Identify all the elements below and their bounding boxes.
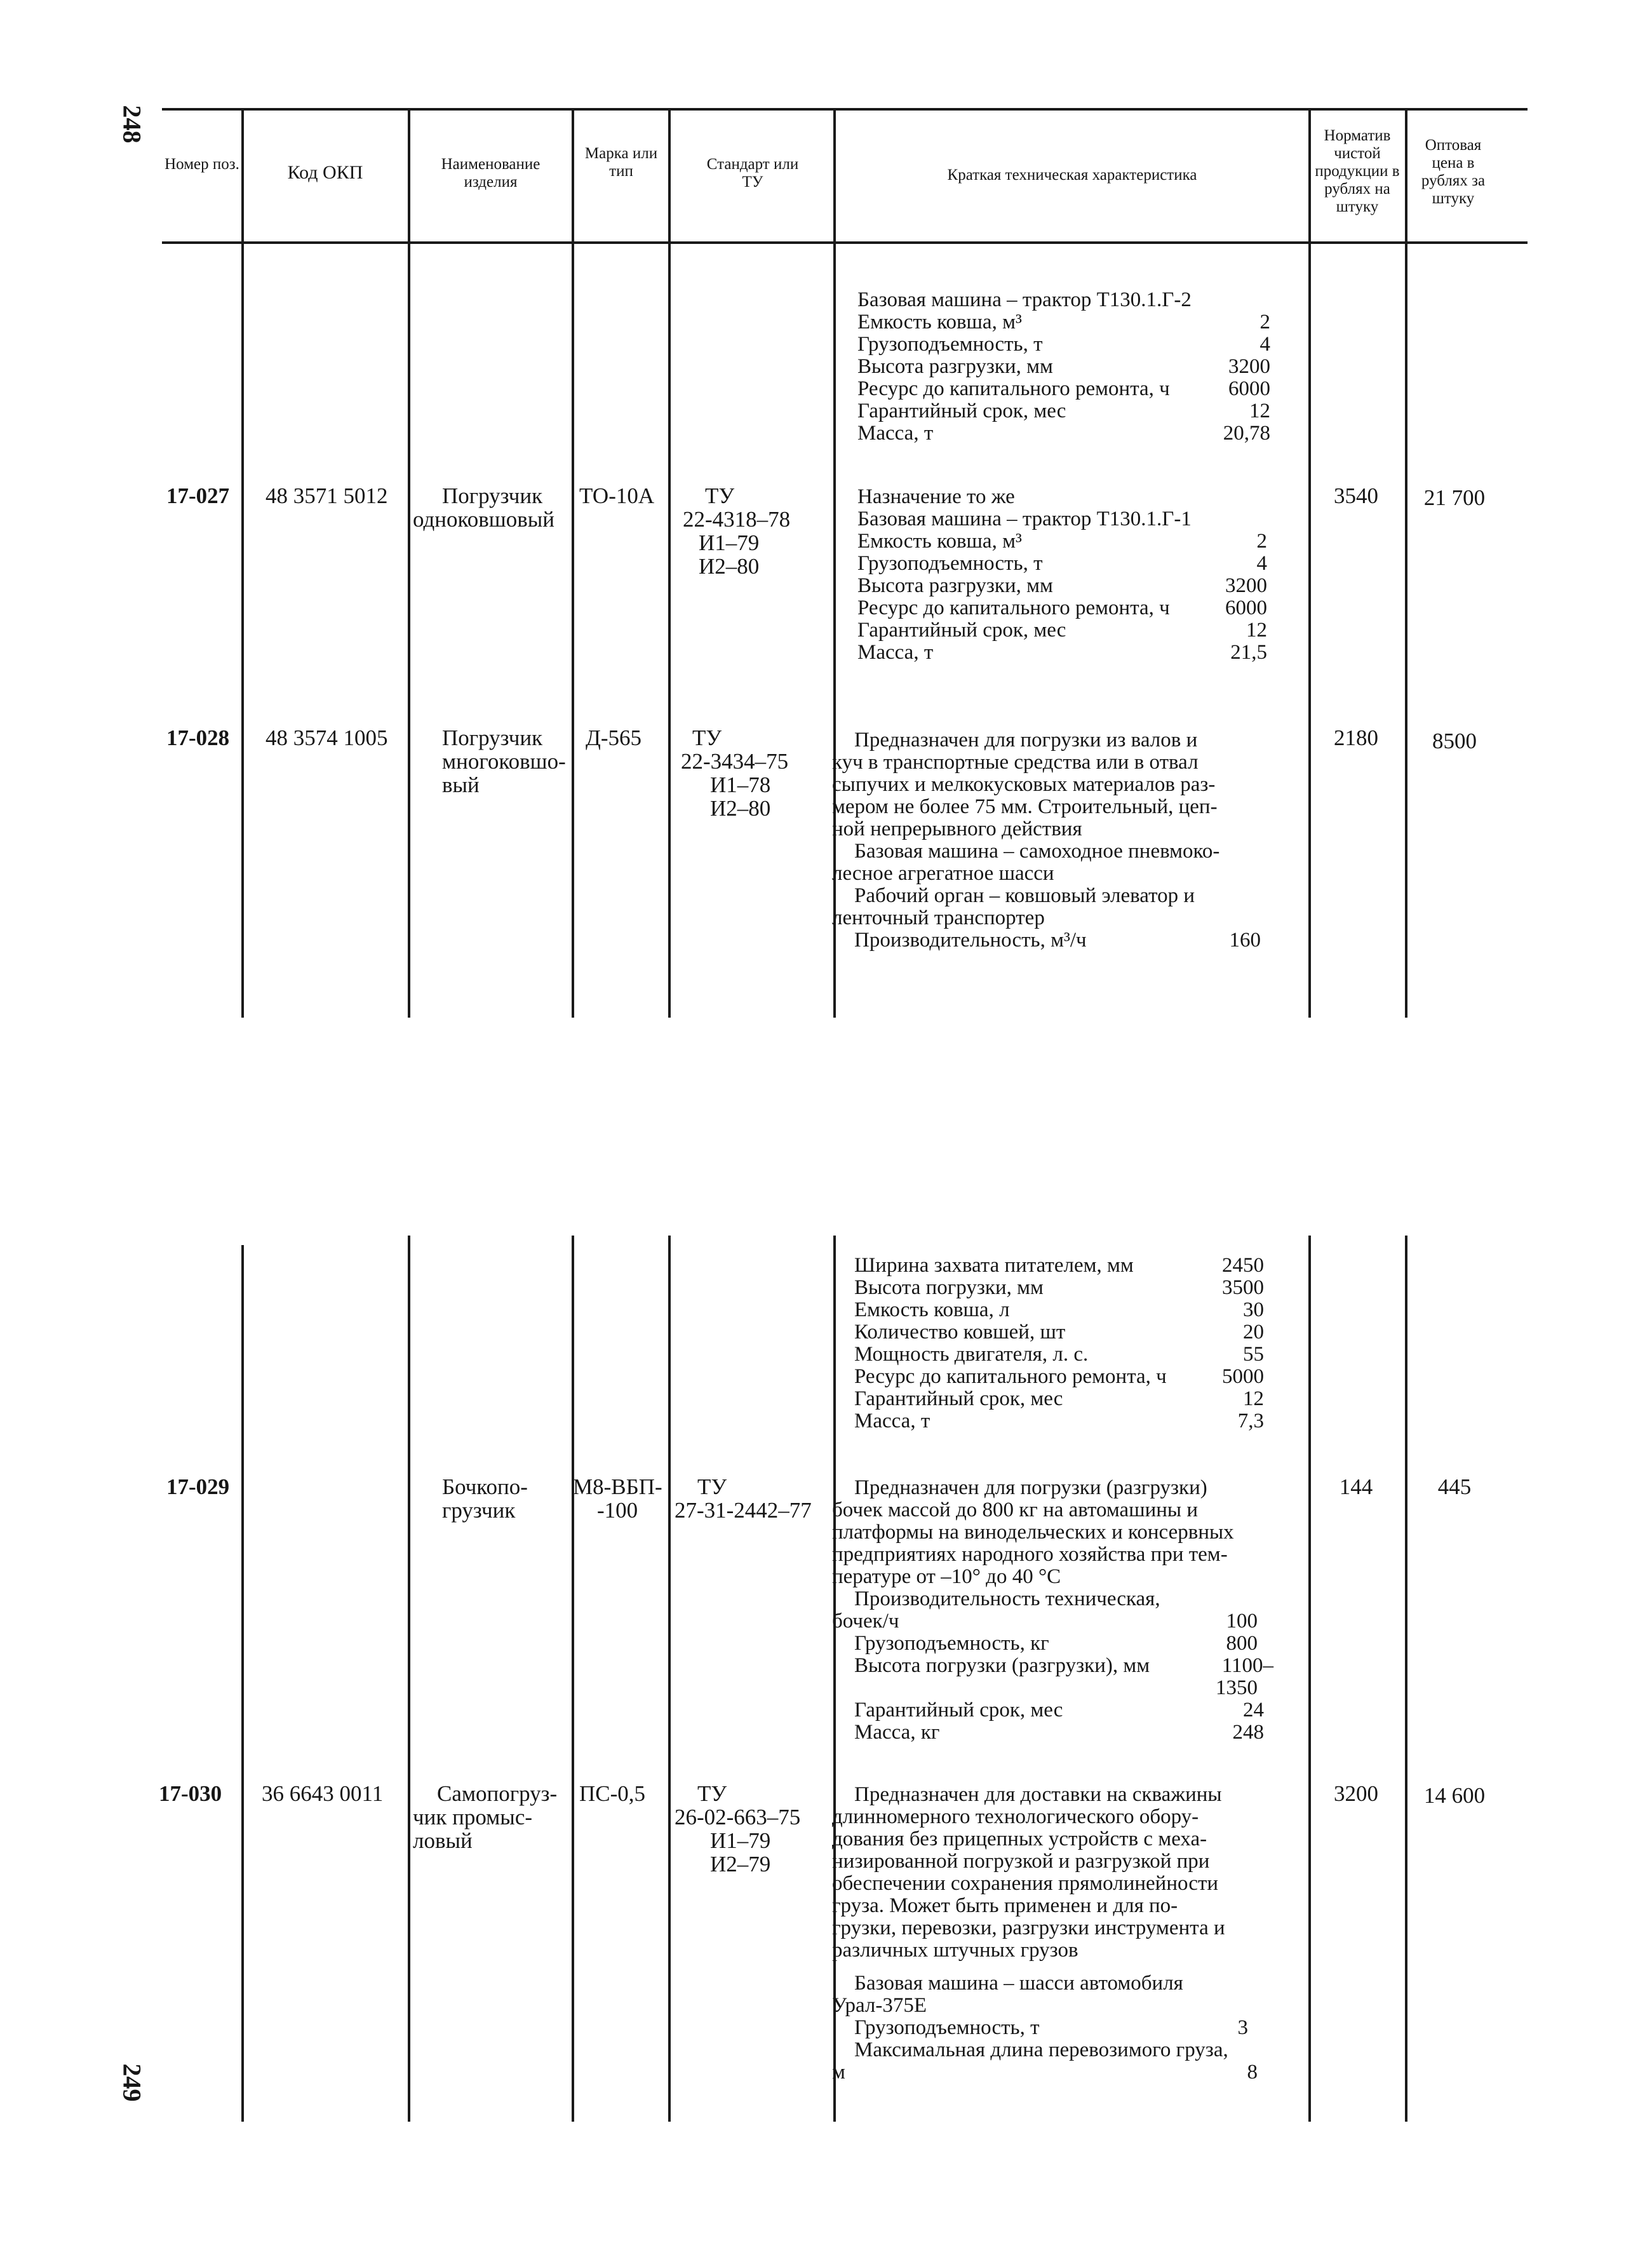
spec-text-line: предприятиях народного хозяйства при тем- [832, 1543, 1228, 1566]
spec-text-line: Базовая машина – самоходное пневмоко- [854, 840, 1220, 863]
spec-line: Емкость ковша, м³ 2 [857, 311, 1270, 333]
row-std-line: ТУ [705, 483, 735, 508]
row-std-line: И2–80 [699, 554, 760, 579]
spec-line: Гарантийный срок, мес 12 [857, 619, 1267, 642]
row-std-line: И1–79 [699, 530, 760, 555]
col-header-spec: Краткая техническая характеристика [947, 166, 1197, 184]
row-name-line: одноковшовый [413, 507, 555, 532]
row-norm: 2180 [1334, 725, 1378, 750]
row-price: 21 700 [1423, 485, 1486, 510]
row-name-line: Погрузчик [442, 483, 543, 508]
row-name-line: Бочкопо- [442, 1474, 528, 1499]
row-std-line: И1–79 [710, 1828, 771, 1853]
spec-line: Масса, т 20,78 [857, 422, 1270, 445]
spec-text-line: грузки, перевозки, разгрузки инструмента и [832, 1917, 1225, 1939]
spec-line: Грузоподъемность, кг 800 [854, 1632, 1258, 1655]
row-std-line: И1–78 [710, 772, 771, 797]
row-name-line: многоковшо- [442, 749, 566, 774]
col-line-1-bottom [241, 1245, 244, 2122]
col-line-7-top [1405, 243, 1407, 1018]
row-mark: Д-565 [586, 725, 642, 750]
spec-text-line: куч в транспортные средства или в отвал [832, 751, 1199, 774]
spec-text-line: Урал-375Е [832, 1994, 927, 2017]
row-name-line: ловый [413, 1828, 473, 1853]
row-num: 17-028 [166, 725, 230, 750]
spec-text-line: лесное агрегатное шасси [832, 862, 1054, 885]
row-std-line: 22-4318–78 [683, 507, 791, 532]
spec-line: Гарантийный срок, мес 12 [857, 400, 1270, 422]
row-name-line: Погрузчик [442, 725, 543, 750]
row-std-line: 27-31-2442–77 [675, 1498, 812, 1523]
row-okp: 48 3571 5012 [265, 483, 388, 508]
row-name-line: чик промыс- [413, 1805, 533, 1829]
spec-text-line: сыпучих и мелкокусковых материалов раз- [832, 773, 1216, 796]
header-sep-3 [572, 108, 574, 241]
row-price: 14 600 [1423, 1783, 1486, 1808]
row-num: 17-030 [159, 1781, 222, 1806]
spec-line: Мощность двигателя, л. с. 55 [854, 1343, 1264, 1366]
header-sep-2 [408, 108, 410, 241]
spec-text-line: дования без прицепных устройств с меха- [832, 1828, 1207, 1850]
row-name-line: Самопогруз- [437, 1781, 558, 1806]
row-norm: 3540 [1334, 483, 1378, 508]
spec-line: Грузоподъемность, т 4 [857, 333, 1270, 356]
spec-text-line: Производительность техническая, [854, 1587, 1160, 1610]
spec-text-line: низированной погрузкой и разгрузкой при [832, 1850, 1210, 1873]
spec-line: Максимальная длина перевозимого груза, [854, 2038, 1228, 2061]
spec-text-line: Предназначен для доставки на скважины [854, 1783, 1222, 1806]
col-line-1-top [241, 243, 244, 1018]
page-number-bottom: 249 [118, 2063, 147, 2102]
spec-text-line: пературе от –10° до 40 °С [832, 1565, 1061, 1588]
row-num: 17-029 [166, 1474, 230, 1499]
spec-line: Производительность, м³/ч 160 [854, 929, 1261, 952]
row-price: 445 [1437, 1474, 1472, 1499]
spec-text-line: ленточный транспортер [832, 906, 1045, 929]
spec-line: Гарантийный срок, мес 24 [854, 1699, 1264, 1721]
spec-line: Грузоподъемность, т 4 [857, 552, 1267, 575]
row-okp: 48 3574 1005 [265, 725, 388, 750]
spec-text-line: обеспечении сохранения прямолинейности [832, 1872, 1219, 1895]
spec-line: Базовая машина – трактор Т130.1.Г-2 [857, 288, 1192, 311]
spec-text-line: Предназначен для погрузки из валов и [854, 729, 1198, 751]
row-mark: ТО-10А [579, 483, 655, 508]
row-okp: 36 6643 0011 [262, 1781, 384, 1806]
spec-text-line: мером не более 75 мм. Строительный, цеп- [832, 795, 1218, 818]
spec-text-line: различных штучных грузов [832, 1939, 1078, 1962]
row-std-line: И2–80 [710, 796, 771, 821]
page-number-top: 248 [118, 105, 147, 144]
spec-text-line: Базовая машина – шасси автомобиля [854, 1972, 1183, 1995]
row-price: 8500 [1432, 729, 1477, 753]
spec-line: Емкость ковша, л 30 [854, 1298, 1264, 1321]
spec-text-line: платформы на винодельческих и консервных [832, 1521, 1234, 1544]
spec-line: Ресурс до капитального ремонта, ч 6000 [857, 596, 1267, 619]
spec-line: Высота погрузки (разгрузки), мм 1100– [854, 1654, 1273, 1677]
col-line-3-bottom [572, 1236, 574, 2122]
col-line-5-bottom [833, 1236, 836, 2122]
col-line-3-top [572, 243, 574, 1018]
col-header-mark: Марка или тип [584, 145, 658, 180]
row-std-line: 26-02-663–75 [675, 1805, 801, 1829]
col-line-7-bottom [1405, 1236, 1407, 2122]
header-sep-7 [1405, 108, 1407, 241]
row-mark-line: -100 [597, 1498, 638, 1523]
spec-line: Базовая машина – трактор Т130.1.Г-1 [857, 508, 1192, 530]
col-header-num: Номер поз. [165, 156, 239, 173]
col-header-price: Оптовая цена в рублях за штуку [1421, 137, 1486, 207]
spec-line: Емкость ковша, м³ 2 [857, 530, 1267, 553]
row-norm: 144 [1339, 1474, 1373, 1499]
col-line-2-bottom [408, 1236, 410, 2122]
header-sep-4 [668, 108, 671, 241]
spec-line: Назначение то же [857, 485, 1015, 508]
row-std-line: ТУ [697, 1474, 727, 1499]
spec-line: Количество ковшей, шт 20 [854, 1321, 1264, 1344]
spec-text-line: груза. Может быть применен и для по- [832, 1894, 1178, 1917]
col-line-6-top [1308, 243, 1311, 1018]
spec-text-line: ной непрерывного действия [832, 818, 1082, 840]
row-std-line: ТУ [692, 725, 722, 750]
col-line-4-bottom [668, 1236, 671, 2122]
spec-line: Ресурс до капитального ремонта, ч 5000 [854, 1365, 1264, 1388]
spec-text-line: длинномерного технологического обору- [832, 1805, 1199, 1828]
row-mark: ПС-0,5 [579, 1781, 646, 1806]
spec-line: бочек/ч 100 [832, 1610, 1258, 1633]
col-line-5-top [833, 243, 836, 1018]
spec-line: Ресурс до капитального ремонта, ч 6000 [857, 377, 1270, 400]
spec-line: Высота разгрузки, мм 3200 [857, 574, 1267, 597]
row-std-line: ТУ [697, 1781, 727, 1806]
row-std-line: И2–79 [710, 1852, 771, 1876]
spec-line: Грузоподъемность, т 3 [854, 2016, 1248, 2039]
col-line-2-top [408, 243, 410, 1018]
header-top-rule [162, 108, 1528, 111]
spec-line: Высота разгрузки, мм 3200 [857, 355, 1270, 378]
spec-text-line: Предназначен для погрузки (разгрузки) [854, 1476, 1207, 1499]
col-header-norm: Норматив чистой продукции в рублях на штуку [1315, 127, 1400, 215]
col-line-4-top [668, 243, 671, 1018]
row-mark-line: М8-ВБП- [573, 1474, 662, 1499]
spec-line: Гарантийный срок, мес 12 [854, 1387, 1264, 1410]
spec-text-line: бочек массой до 800 кг на автомашины и [832, 1499, 1199, 1521]
header-bottom-rule [162, 241, 1528, 244]
spec-line: м 8 [832, 2061, 1258, 2084]
header-sep-5 [833, 108, 836, 241]
spec-line: Высота погрузки, мм 3500 [854, 1276, 1264, 1299]
spec-line: Масса, кг 248 [854, 1721, 1264, 1744]
col-header-name: Наименование изделия [441, 156, 541, 191]
row-name-line: грузчик [442, 1498, 516, 1523]
row-num: 17-027 [166, 483, 230, 508]
col-header-okp: Код ОКП [287, 162, 363, 183]
col-line-6-bottom [1308, 1236, 1311, 2122]
spec-text-line: Рабочий орган – ковшовый элеватор и [854, 884, 1195, 907]
row-norm: 3200 [1334, 1781, 1378, 1806]
spec-line: 1350 [1216, 1676, 1258, 1699]
row-name-line: вый [442, 772, 480, 797]
col-header-std: Стандарт или ТУ [706, 156, 799, 191]
spec-line: Масса, т 21,5 [857, 641, 1267, 664]
row-std-line: 22-3434–75 [681, 749, 789, 774]
spec-line: Ширина захвата питателем, мм 2450 [854, 1254, 1264, 1277]
spec-line: Масса, т 7,3 [854, 1410, 1264, 1432]
